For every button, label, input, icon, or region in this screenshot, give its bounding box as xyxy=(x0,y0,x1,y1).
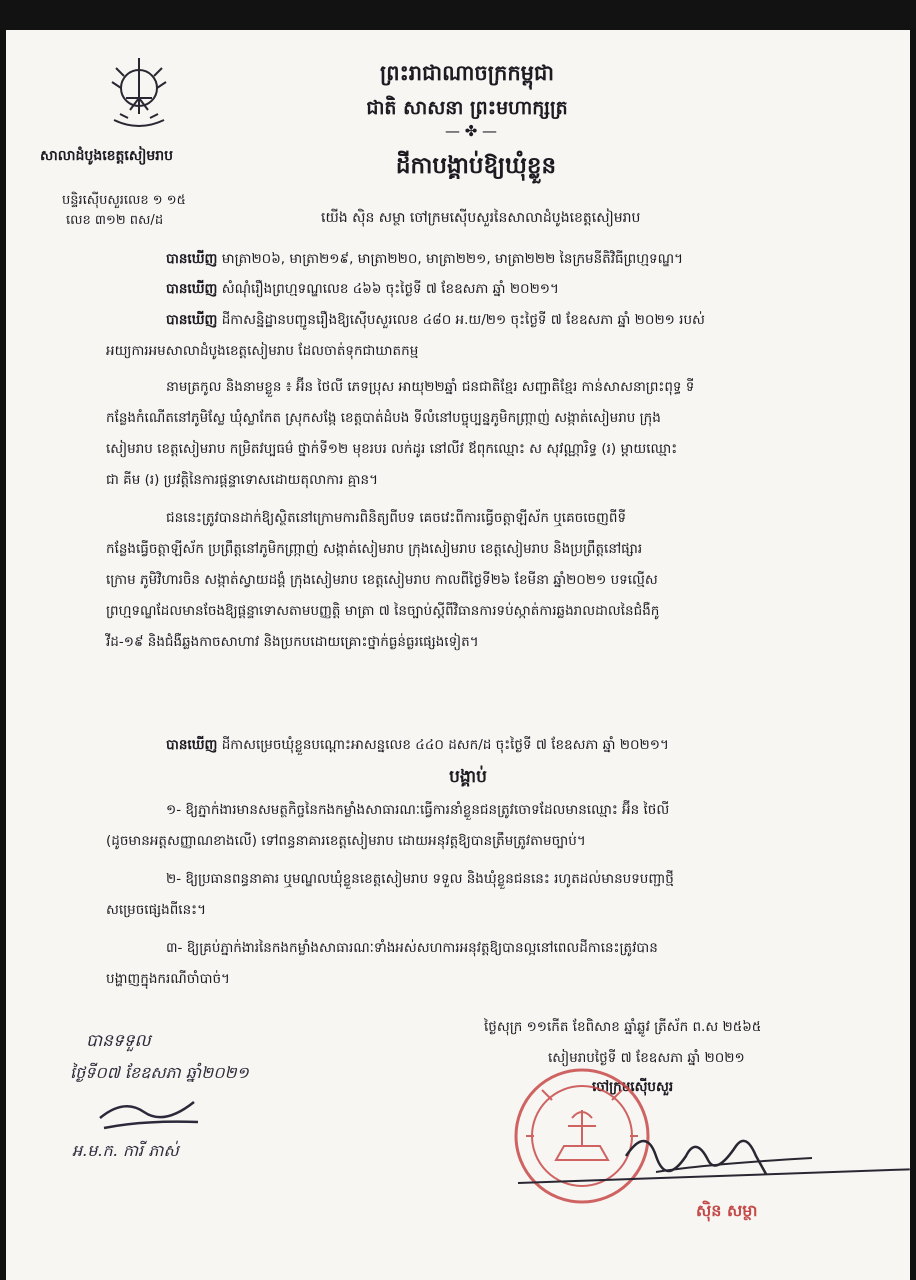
lunar-date: ថ្ងៃសុក្រ ១១កេីត ខែពិសាខ ឆ្នាំឆ្លូវ ត្រីស័ក ព.ស ២៥៦៥ xyxy=(484,1019,762,1035)
order-item-1-cont: (ដូចមានអត្តសញ្ញាណខាងលើ) ទៅពន្ធនាគារខេត្តសៀមរាប ដោយអនុវត្តឱ្យបានត្រឹមត្រូវតាមច្បាប់។ xyxy=(106,833,586,849)
considering-label: បានឃើញ xyxy=(166,281,218,297)
order-heading: បង្គាប់ xyxy=(449,767,487,787)
identity-line: នាមត្រកូល និងនាមខ្លួន ៖ អ៊ីន ថៃលី ភេទប្រុស អាយុ២២ឆ្នាំ ជនជាតិខ្មែរ សញ្ជាតិខ្មែរ កាន់សាសនាព្រះពុទ្ធ ទី xyxy=(166,379,695,395)
identity-line: ជា គីម (រ) ប្រវត្តិនៃការផ្ដន្ទាទោសដោយតុលាការ គ្មាន។ xyxy=(106,472,378,488)
document-title: ដីកាបង្គាប់ឱ្យឃុំខ្លួន xyxy=(395,153,557,179)
case-reference: លេខ ៣១២ ពស/ដ xyxy=(66,213,164,228)
identity-line: កន្លែងកំណើតនៅភូមិស្លែ ឃុំស្លាកែត ស្រុកសង្កែ ខេត្តបាត់ដំបង ទីលំនៅបច្ចុប្បន្នភូមិកញ្រ្កាញ់ សង្កាត់សៀមរាប ក្រុង xyxy=(106,410,661,426)
handwritten-received: បានទទួល xyxy=(86,1031,151,1051)
order-item-2-cont: សម្រេចផ្សេងពីនេះ។ xyxy=(106,902,206,918)
considering-label: បានឃើញ xyxy=(166,312,218,328)
handwritten-signature xyxy=(94,1092,204,1136)
court-name: សាលាដំបូងខេត្តសៀមរាប xyxy=(40,148,174,164)
paragraph-line: អយ្យការអមសាលាដំបូងខេត្តសៀមរាប ដែលចាត់ទុកជាឃាតកម្ម xyxy=(106,343,419,359)
top-frame xyxy=(0,0,916,30)
charge-line: ក្រោម ភូមិវិហារចិន សង្កាត់ស្វាយដង្គំ ក្រុងសៀមរាប ខេត្តសៀមរាប កាលពីថ្ងៃទី២៦ ខែមីនា ឆ្នាំ២០២១ បទល្មើស xyxy=(106,572,658,588)
identity-line: សៀមរាប ខេត្តសៀមរាប កម្រិតវប្បធម៌ ថ្នាក់ទី១២ មុខរបរ លក់ដូរ នៅលីវ ឪពុកឈ្មោះ ស សុវណ្ណារិទ្ធ (រ) ម្ដាយឈ្មោះ xyxy=(106,441,678,457)
charge-line: កន្លែងធ្វើចត្តាឡីស័ក ប្រព្រឹត្តនៅភូមិកញ្រ្កាញ់ សង្កាត់សៀមរាប ក្រុងសៀមរាប ខេត្តសៀមរាប និងប្រព្រឹត្តនៅផ្សារ xyxy=(106,541,643,557)
issuer-line: យើង ស៊ិន សម្ថា ចៅក្រមស៊ើបសួរនៃសាលាដំបូងខេត្តសៀមរាប xyxy=(321,210,641,226)
considering-paragraph-6: បានឃើញ ដីកាសម្រេចឃុំខ្លួនបណ្ដោះអាសន្នលេខ ៤៤០ ដសក/ដ ចុះថ្ងៃទី ៧ ខែឧសភា ឆ្នាំ ២០២១។ xyxy=(166,737,669,753)
solar-date: សៀមរាបថ្ងៃទី ៧ ខែឧសភា ឆ្នាំ ២០២១ xyxy=(548,1050,745,1066)
considering-paragraph-2: បានឃើញ សំណុំរឿងព្រហ្មទណ្ឌលេខ ៤៦៦ ចុះថ្ងៃទី ៧ ខែឧសភា ឆ្នាំ ២០២១។ xyxy=(166,281,559,297)
national-motto: ជាតិ សាសនា ព្រះមហាក្សត្រ xyxy=(366,97,568,119)
handwritten-officer-name: អ.ម.ក. ការី ភាស់ xyxy=(72,1141,179,1160)
order-item-1: ១- ឱ្យភ្នាក់ងារមានសមត្ថកិច្ចនៃកងកម្លាំងសាធារណៈធ្វើការនាំខ្លួនជនត្រូវចោទដែលមានឈ្មោះ អ៊ីន ថៃលី xyxy=(166,802,670,818)
considering-paragraph-3: បានឃើញ ដីកាសន្និដ្ឋានបញ្ជូនរឿងឱ្យស៊ើបសួរលេខ ៤៨០ អ.យ/២១ ចុះថ្ងៃទី ៧ ខែឧសភា ឆ្នាំ ២០២១ របស់ xyxy=(166,312,705,328)
charge-line: វីដ-១៩ និងជំងឺឆ្លងកាចសាហាវ និងប្រកបដោយគ្រោះថ្នាក់ធ្ងន់ធ្ងរផ្សេងទៀត។ xyxy=(106,634,479,650)
registry-reference: បន្ទិរស៊ើបសួរលេខ ១ ១៥ xyxy=(62,193,186,208)
signer-name: ស៊ិន សម្ថា xyxy=(696,1201,758,1220)
order-item-2: ២- ឱ្យប្រធានពន្ធនាគារ ឬមណ្ឌលឃុំខ្លួនខេត្តសៀមរាប ទទួល និងឃុំខ្លួនជននេះ រហូតដល់មានបទបញ្ជាថ្មី xyxy=(166,871,674,887)
handwritten-date: ថ្ងៃទី០៧ ខែឧសភា ឆ្នាំ២០២១ xyxy=(70,1063,249,1082)
considering-label: បានឃើញ xyxy=(166,737,218,753)
considering-label: បានឃើញ xyxy=(166,251,218,267)
charge-line: ជននេះត្រូវបានដាក់ឱ្យស្ថិតនៅក្រោមការពិនិត្យពីបទ គេចវេះពីការធ្វើចត្តាឡីស័ក ឬគេចចេញពីទី xyxy=(166,510,627,526)
order-item-3-cont: បង្ហាញក្នុងករណីចាំបាច់។ xyxy=(106,971,230,987)
signer-title: ចៅក្រមស៊ើបសួរ xyxy=(592,1079,674,1095)
order-item-3: ៣- ឱ្យគ្រប់ភ្នាក់ងារនៃកងកម្លាំងសាធារណៈទាំងអស់សហការអនុវត្តឱ្យបានល្អនៅពេលដីកានេះត្រូវបាន xyxy=(166,940,658,956)
judge-signature xyxy=(616,1116,816,1196)
ornament-divider: — ✤ — xyxy=(444,122,498,140)
kingdom-heading: ព្រះរាជាណាចក្រកម្ពុជា xyxy=(379,61,554,85)
considering-paragraph-1: បានឃើញ មាត្រា២០៦, មាត្រា២១៩, មាត្រា២២០, មាត្រា២២១, មាត្រា២២២ នៃក្រមនីតិវិធីព្រហ្មទណ្ឌ។ xyxy=(166,251,684,267)
charge-line: ព្រហ្មទណ្ឌដែលមានចែងឱ្យផ្ដន្ទាទោសតាមបញ្ញត្តិ មាត្រា ៧ នៃច្បាប់ស្ដីពីវិធានការទប់ស្កាត់ការឆ្លងរាលដាលនៃជំងឺកូ xyxy=(106,603,660,619)
document-page xyxy=(6,30,910,1280)
court-emblem-icon xyxy=(106,58,172,136)
